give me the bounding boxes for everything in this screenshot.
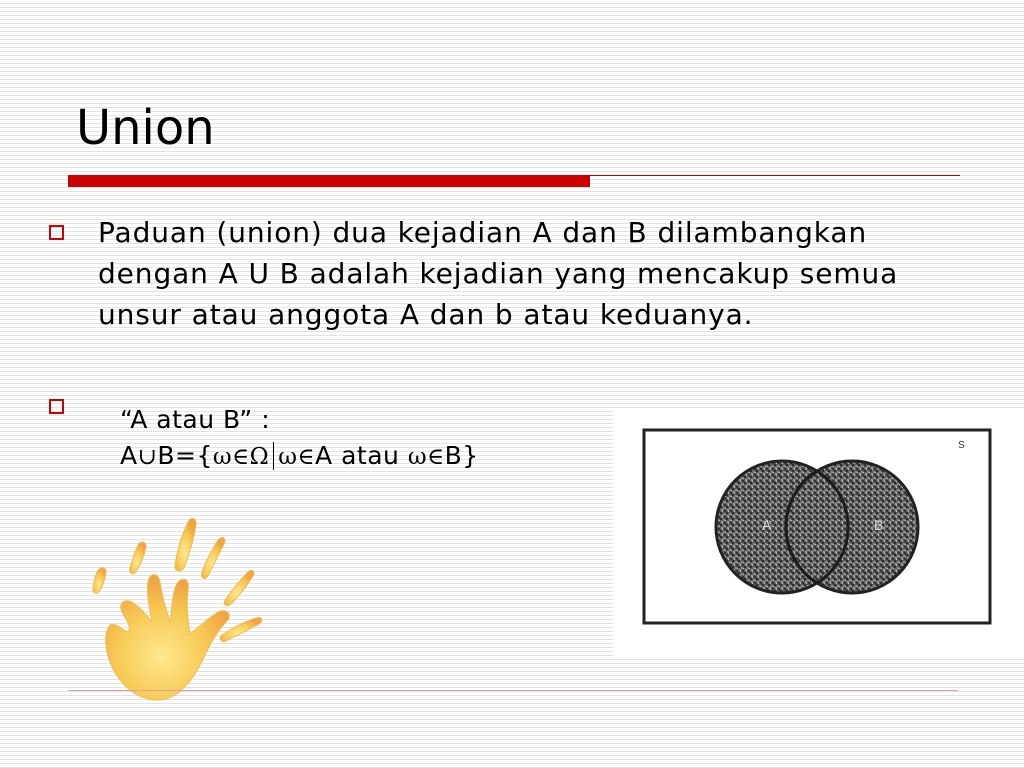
union-formula: A∪B={ω∈Ω ω∈A atau ω∈B}	[120, 441, 479, 470]
footer-divider	[68, 690, 958, 691]
slide-title: Union	[76, 100, 215, 156]
square-bullet-icon	[49, 225, 64, 240]
handprint-icon	[80, 510, 280, 710]
bullet-text-formula	[120, 402, 479, 475]
venn-diagram-panel	[614, 411, 1024, 656]
set-a-label: A	[762, 517, 772, 533]
venn-diagram	[642, 428, 994, 627]
set-b-label: B	[874, 517, 884, 533]
set-builder-bar	[273, 442, 274, 470]
universe-label: S	[958, 440, 965, 451]
bullet-text-definition: Paduan (union) dua kejadian A dan B dilambangkan dengan A U B adalah kejadian yang mencakup semua unsur atau anggota A dan b atau keduanya.	[98, 216, 899, 331]
title-underline-thick	[68, 175, 590, 187]
title-underline-thin	[590, 175, 960, 176]
formula-caption: “A atau B” :	[120, 405, 271, 434]
square-bullet-icon	[49, 399, 64, 414]
